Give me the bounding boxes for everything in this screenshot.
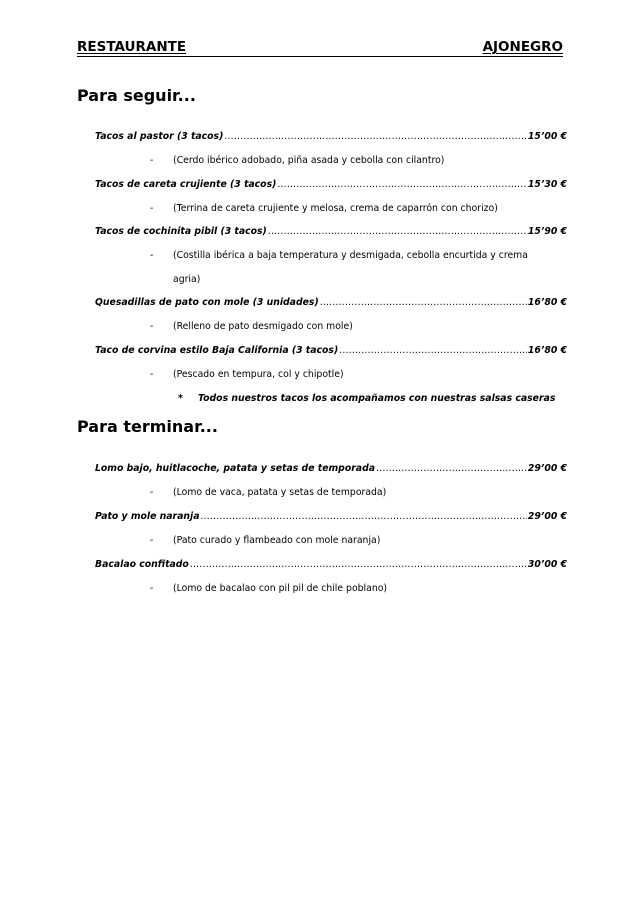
menu-item xyxy=(95,226,567,237)
menu-item-description xyxy=(150,244,545,292)
dot-leader xyxy=(320,297,527,308)
menu-item-description xyxy=(150,315,550,339)
menu-item-price: 15’30 € xyxy=(527,179,567,190)
dash-bullet: - xyxy=(150,203,154,214)
tacos-note xyxy=(178,393,555,404)
dash-bullet: - xyxy=(150,321,154,332)
dot-leader xyxy=(339,345,527,356)
menu-item-price: 29’00 € xyxy=(527,511,567,522)
dash-bullet: - xyxy=(150,155,154,166)
menu-item-name: Bacalao confitado xyxy=(95,559,189,570)
section-title-para-seguir: Para seguir... xyxy=(77,86,196,105)
menu-item-name: Pato y mole naranja xyxy=(95,511,200,522)
dash-bullet: - xyxy=(150,369,154,380)
restaurant-label: RESTAURANTE xyxy=(77,39,187,55)
menu-item xyxy=(95,297,567,308)
description-text: (Lomo de bacalao con pil pil de chile poblano) xyxy=(173,583,388,594)
menu-item-price: 29’00 € xyxy=(527,463,567,474)
menu-item-price: 15’90 € xyxy=(527,226,567,237)
menu-item-price: 16’80 € xyxy=(527,297,567,308)
menu-item-price: 16’80 € xyxy=(527,345,567,356)
menu-item-description xyxy=(150,363,550,387)
menu-item-description xyxy=(150,529,550,553)
menu-item-description xyxy=(150,481,550,505)
description-text: (Lomo de vaca, patata y setas de temporada) xyxy=(173,487,387,498)
menu-item-price: 15’00 € xyxy=(527,131,567,142)
dot-leader xyxy=(268,226,527,237)
description-text: (Relleno de pato desmigado con mole) xyxy=(173,321,353,332)
restaurant-name: AJONEGRO xyxy=(482,39,563,55)
menu-item-description xyxy=(150,149,550,173)
menu-item xyxy=(95,131,567,142)
menu-item-name: Quesadillas de pato con mole (3 unidades) xyxy=(95,297,319,308)
note-text: Todos nuestros tacos los acompañamos con nuestras salsas caseras xyxy=(198,393,556,404)
menu-item-description xyxy=(150,577,550,601)
dot-leader xyxy=(224,131,527,142)
menu-item-price: 30’00 € xyxy=(527,559,567,570)
menu-item-name: Tacos de careta crujiente (3 tacos) xyxy=(95,179,277,190)
dot-leader xyxy=(376,463,527,474)
menu-item xyxy=(95,179,567,190)
menu-item-name: Tacos al pastor (3 tacos) xyxy=(95,131,224,142)
menu-item-name: Lomo bajo, huitlacoche, patata y setas de temporada xyxy=(95,463,376,474)
menu-item xyxy=(95,511,567,522)
dash-bullet: - xyxy=(150,250,154,261)
menu-item xyxy=(95,463,567,474)
menu-item-name: Taco de corvina estilo Baja California (3 tacos) xyxy=(95,345,339,356)
description-text: (Terrina de careta crujiente y melosa, crema de caparrón con chorizo) xyxy=(173,203,498,214)
description-text: (Pato curado y flambeado con mole naranja) xyxy=(173,535,381,546)
note-bullet: * xyxy=(178,393,183,404)
description-text: (Costilla ibérica a baja temperatura y desmigada, cebolla encurtida y crema agria) xyxy=(173,250,528,285)
dot-leader xyxy=(190,559,527,570)
page-header xyxy=(77,39,563,57)
section-title-para-terminar: Para terminar... xyxy=(77,417,218,436)
dash-bullet: - xyxy=(150,535,154,546)
dot-leader xyxy=(277,179,527,190)
dot-leader xyxy=(201,511,527,522)
menu-item-name: Tacos de cochinita pibil (3 tacos) xyxy=(95,226,267,237)
description-text: (Cerdo ibérico adobado, piña asada y cebolla con cilantro) xyxy=(173,155,445,166)
menu-item xyxy=(95,559,567,570)
menu-item xyxy=(95,345,567,356)
menu-item-description xyxy=(150,197,550,221)
description-text: (Pescado en tempura, col y chipotle) xyxy=(173,369,344,380)
dash-bullet: - xyxy=(150,487,154,498)
dash-bullet: - xyxy=(150,583,154,594)
